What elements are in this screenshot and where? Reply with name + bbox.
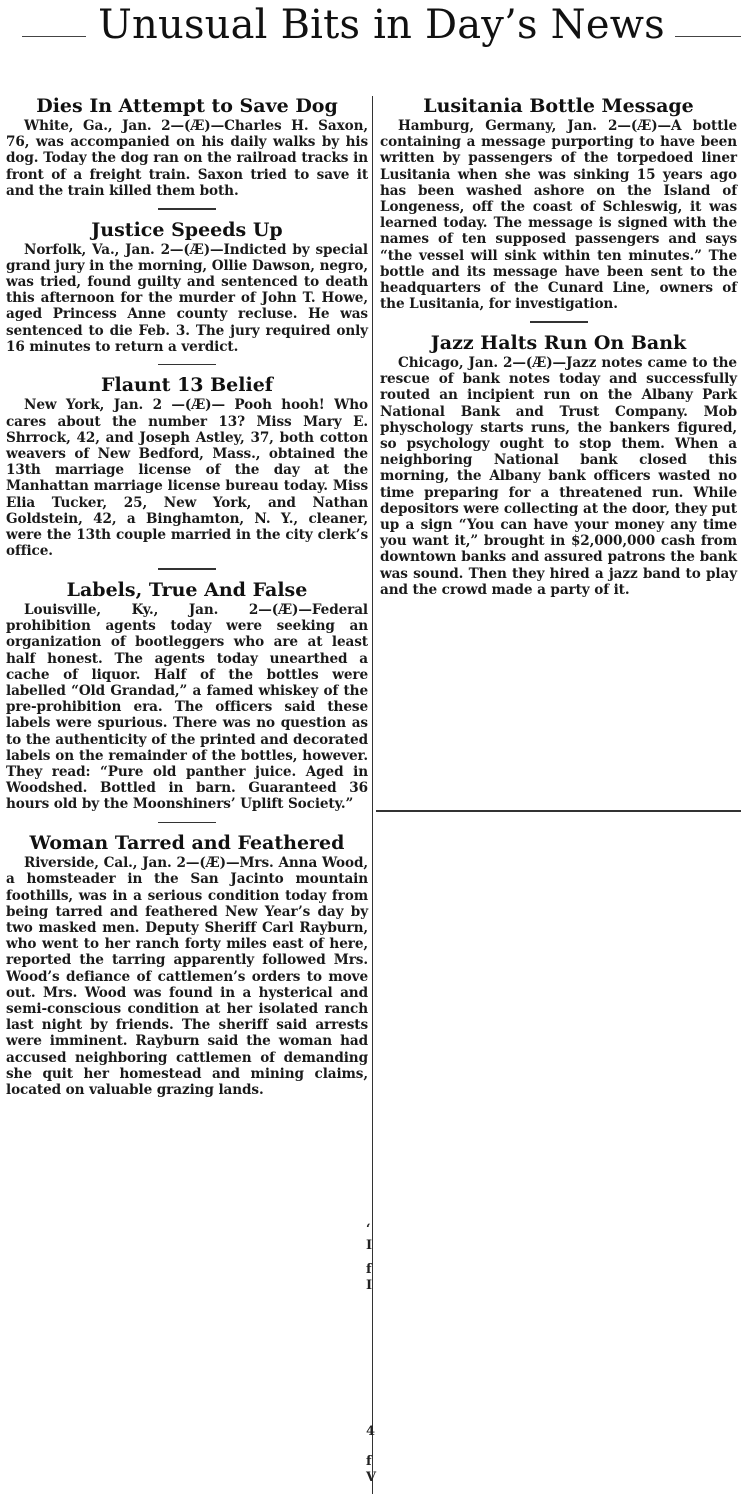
story-labels-true-and-false [6, 578, 368, 813]
masthead-title: Unusual Bits in Day’s News [98, 2, 665, 48]
story-woman-tarred [6, 831, 368, 1098]
left-column [6, 94, 368, 1098]
story-separator [158, 822, 216, 824]
story-body: White, Ga., Jan. 2—(Æ)—Charles H. Saxon, 76, was accompanied on his daily walks by his dog. Today the dog ran on the railroad tracks in front of a freight train. Saxon tried to save it and the train killed them both. [6, 118, 368, 199]
story-body: Norfolk, Va., Jan. 2—(Æ)—Indicted by special grand jury in the morning, Ollie Dawson, negro, was tried, found guilty and sentenced to death this afternoon for the murder of John T. Howe, aged Princess Anne county recluse. He was sentenced to die Feb. 3. The jury required only 16 minutes to return a verdict. [6, 241, 368, 355]
edge-fragment: ‘ [366, 1222, 371, 1237]
story-body: Chicago, Jan. 2—(Æ)—Jazz notes came to the rescue of bank notes today and successfully routed an incipient run on the Albany Park National Bank and Trust Company. Mob physchology starts runs, the bankers figured, so psychology ought to stop them. When a neighboring National bank closed this morning, the Albany bank officers wasted no time preparing for a threatened run. While depositors were collecting at the door, they put up a sign “You can have your money any time you want it,” brought in $2,000,000 cash from downtown banks and assured patrons the bank was sound. Then they hired a jazz band to play and the crowd made a party of it. [380, 354, 737, 598]
blank-area [376, 812, 741, 1494]
story-lusitania-bottle [380, 94, 737, 312]
story-headline: Dies In Attempt to Save Dog [36, 95, 338, 117]
news-columns [0, 90, 741, 1494]
story-body: New York, Jan. 2 —(Æ)— Pooh hooh! Who cares about the number 13? Miss Mary E. Shrrock, 42, and Joseph Astley, 37, both cotton weavers of New Bedford, Mass., obtained the 13th marriage license of the day at the Manhattan marriage license bureau today. Miss Elia Tucker, 25, New York, and Nathan Goldstein, 42, a Binghamton, N. Y., cleaner, were the 13th couple married in the city clerk’s office. [6, 397, 368, 560]
story-separator [158, 568, 216, 570]
edge-fragment: f [366, 1262, 372, 1277]
story-jazz-halts-run [380, 331, 737, 598]
story-body: Hamburg, Germany, Jan. 2—(Æ)—A bottle containing a message purporting to have been written by passengers of the torpedoed liner Lusitania when she was sinking 15 years ago has been washed ashore on the Island of Longeness, off the coast of Schleswig, it was learned today. The message is signed with the names of ten supposed passengers and says “the vessel will sink within ten minutes.” The bottle and its message have been sent to the headquarters of the Cunard Line, owners of the Lusitania, for investigation. [380, 118, 737, 313]
story-separator [158, 208, 216, 210]
edge-fragment: V [366, 1470, 377, 1485]
right-column [380, 94, 737, 598]
story-dies-in-attempt [6, 94, 368, 199]
story-flaunt-13-belief [6, 373, 368, 559]
column-divider [372, 96, 373, 1494]
story-headline: Labels, True And False [66, 578, 308, 601]
story-headline: Justice Speeds Up [91, 218, 283, 241]
story-separator [530, 321, 588, 323]
story-headline: Flaunt 13 Belief [101, 374, 273, 397]
edge-fragment: I [366, 1278, 373, 1293]
masthead [22, 0, 741, 90]
story-headline: Jazz Halts Run On Bank [430, 331, 687, 354]
story-separator [158, 364, 216, 366]
edge-fragment: f [366, 1454, 372, 1469]
story-headline: Lusitania Bottle Message [423, 95, 694, 117]
edge-fragment: 4 [366, 1424, 376, 1439]
story-headline: Woman Tarred and Feathered [29, 832, 345, 855]
edge-fragment: I [366, 1238, 373, 1253]
story-body: Riverside, Cal., Jan. 2—(Æ)—Mrs. Anna Wood, a homsteader in the San Jacinto mountain foothills, was in a serious condition today from being tarred and feathered New Year’s day by two masked men. Deputy Sheriff Carl Rayburn, who went to her ranch forty miles east of here, reported the tarring apparently followed Mrs. Wood’s defiance of cattlemen’s orders to move out. Mrs. Wood was found in a hysterical and semi-conscious condition at her isolated ranch last night by friends. The sheriff said arrests were imminent. Rayburn said the woman had accused neighboring cattlemen of demanding she quit her homestead and mining claims, located on valuable grazing lands. [6, 855, 368, 1098]
story-body: Louisville, Ky., Jan. 2—(Æ)—Federal prohibition agents today were seeking an organization of bootleggers who are at least half honest. The agents today unearthed a cache of liquor. Half of the bottles were labelled “Old Grandad,” a famed whiskey of the pre-prohibition era. The officers said these labels were spurious. There was no question as to the authenticity of the printed and decorated labels on the remainder of the bottles, however. They read: “Pure old panther juice. Aged in Woodshed. Bottled in barn. Guaranteed 36 hours old by the Moonshiners’ Uplift Society.” [6, 601, 368, 813]
story-justice-speeds-up [6, 218, 368, 355]
masthead-rule-right [675, 36, 741, 37]
